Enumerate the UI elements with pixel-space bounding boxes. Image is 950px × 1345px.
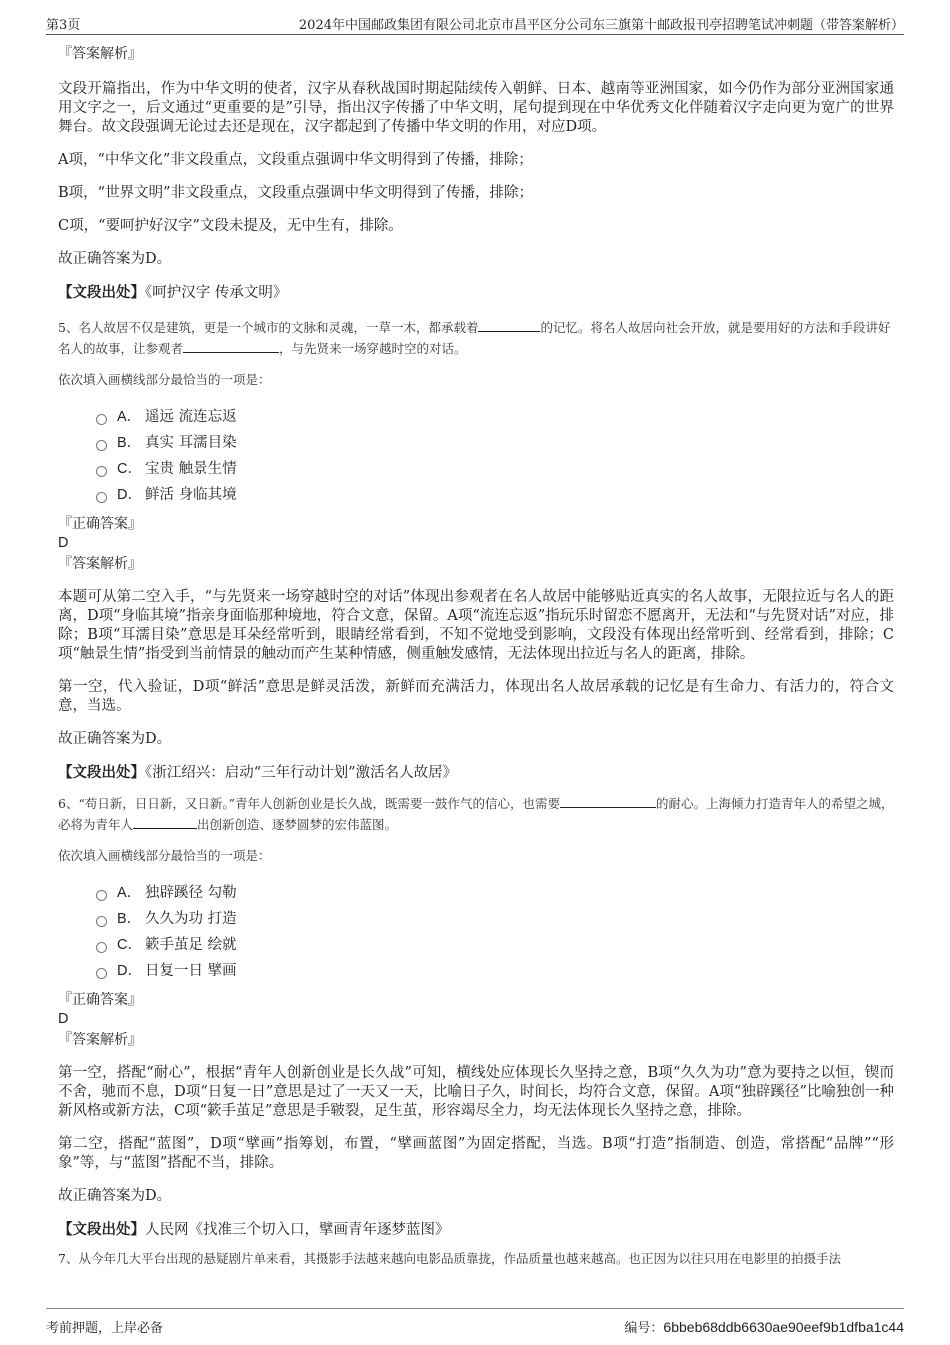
fill-blank — [560, 795, 656, 808]
analysis-paragraph: B项，“世界文明”非文段重点，文段重点强调中华文明得到了传播，排除； — [58, 185, 533, 201]
radio-icon[interactable] — [96, 492, 107, 503]
question-prompt: 依次填入画横线部分最恰当的一项是： — [58, 372, 271, 387]
question-stem: 5、名人故居不仅是建筑，更是一个城市的文脉和灵魂，一草一木，都承载着 的记忆。将名人故居向社会开放，就是要用好的方法和手段讲好名人的故事，让参观者 ，与先贤来一场穿越时空的对话。 — [58, 320, 891, 356]
source-line — [58, 283, 894, 303]
question-prompt: 依次填入画横线部分最恰当的一项是： — [58, 848, 271, 863]
analysis-label: 『答案解析』 — [58, 1032, 142, 1048]
page-number: 第3页 — [46, 18, 81, 33]
source-label: 【文段出处】 — [58, 284, 145, 301]
fill-blank — [478, 319, 540, 332]
radio-icon[interactable] — [96, 968, 107, 979]
fill-blank — [133, 816, 197, 829]
source-text: 人民网《找准三个切入口，擘画青年逐梦蓝图》 — [145, 1222, 450, 1238]
conclusion: 故正确答案为D。 — [58, 251, 172, 267]
source-line — [58, 1220, 894, 1240]
analysis-paragraph: 第一空，代入验证，D项“鲜活”意思是鲜灵活泼，新鲜而充满活力，体现出名人故居承载的记忆是有生命力、有活力的，符合文意，当选。 — [58, 679, 894, 714]
main-content — [58, 44, 894, 1269]
question-stem: 7、从今年几大平台出现的悬疑剧片单来看，其摄影手法越来越向电影品质靠拢，作品质量也越来越高。也正因为以往只用在电影里的拍摄手法 — [58, 1251, 841, 1266]
correct-answer-label: 『正确答案』 — [58, 992, 142, 1008]
correct-answer: D — [58, 535, 69, 551]
question-stem: 6、“苟日新，日日新，又日新。”青年人创新创业是长久战，既需要一鼓作气的信心，也需要 的耐心。上海倾力打造青年人的希望之城，必将为青年人 出创新创造、逐梦圆梦的宏伟蓝图。 — [58, 796, 894, 832]
document-code: 编号：6bbeb68ddb6630ae90eef9b1dfba1c44 — [624, 1319, 904, 1336]
option-d[interactable]: D． 日复一日 擘画 — [96, 958, 894, 984]
conclusion: 故正确答案为D。 — [58, 1188, 172, 1204]
footer-slogan: 考前押题，上岸必备 — [46, 1321, 164, 1336]
analysis-paragraph: 文段开篇指出，作为中华文明的使者，汉字从春秋战国时期起陆续传入朝鲜、日本、越南等亚洲国家，如今仍作为部分亚洲国家通用文字之一，后文通过“更重要的是”引导，指出汉字传播了中华文明，尾句提到现在中华优秀文化伴随着汉字走向更为宽广的世界舞台。故文段强调无论过去还是现在，汉字都起到了传播中华文明的作用，对应D项。 — [58, 81, 894, 135]
option-c[interactable]: C． 宝贵 触景生情 — [96, 456, 894, 482]
options-list — [58, 404, 894, 508]
page-footer — [46, 1308, 904, 1339]
conclusion: 故正确答案为D。 — [58, 731, 172, 747]
option-a[interactable]: A． 遥远 流连忘返 — [96, 404, 894, 430]
radio-icon[interactable] — [96, 942, 107, 953]
source-line — [58, 763, 894, 783]
radio-icon[interactable] — [96, 414, 107, 425]
analysis-paragraph: 本题可从第二空入手，“与先贤来一场穿越时空的对话”体现出参观者在名人故居中能够贴近真实的名人故事，无限拉近与名人的距离，D项“身临其境”指亲身面临那种境地，符合文意，保留。A项“流连忘返”指玩乐时留恋不愿离开，无法和“与先贤对话”对应，排除；B项“耳濡目染”意思是耳朵经常听到，眼睛经常看到，不知不觉地受到影响，文段没有体现出经常听到、经常看到，排除；C项“触景生情”指受到当前情景的触动而产生某种情感，侧重触发感情，无法体现出拉近与名人的距离，排除。 — [58, 589, 894, 662]
analysis-paragraph: 第二空，搭配“蓝图”，D项“擘画”指筹划，布置，“擘画蓝图”为固定搭配，当选。B项“打造”指制造、创造，常搭配“品牌”“形象”等，与“蓝图”搭配不当，排除。 — [58, 1136, 894, 1171]
option-b[interactable]: B． 久久为功 打造 — [96, 906, 894, 932]
correct-answer: D — [58, 1011, 69, 1027]
source-label: 【文段出处】 — [58, 1221, 145, 1238]
radio-icon[interactable] — [96, 890, 107, 901]
source-label: 【文段出处】 — [58, 764, 145, 781]
analysis-paragraph: 第一空，搭配“耐心”，根据“青年人创新创业是长久战”可知，横线处应体现长久坚持之意，B项“久久为功”意为要持之以恒，锲而不舍，驰而不息，D项“日复一日”意思是过了一天又一天，比喻日子久，时间长，均符合文意，保留。A项“独辟蹊径”比喻独创一种新风格或新方法，C项“簌手茧足”意思是手皲裂，足生茧，形容竭尽全力，均无法体现长久坚持之意，排除。 — [58, 1065, 894, 1119]
analysis-label: 『答案解析』 — [58, 556, 142, 572]
radio-icon[interactable] — [96, 440, 107, 451]
source-text: 《浙江绍兴：启动“三年行动计划”激活名人故居》 — [145, 765, 458, 781]
option-a[interactable]: A． 独辟蹊径 勾勒 — [96, 880, 894, 906]
options-list — [58, 880, 894, 984]
radio-icon[interactable] — [96, 466, 107, 477]
source-text: 《呵护汉字 传承文明》 — [145, 285, 288, 301]
option-c[interactable]: C． 簌手茧足 绘就 — [96, 932, 894, 958]
option-b[interactable]: B． 真实 耳濡目染 — [96, 430, 894, 456]
analysis-paragraph: A项，“中华文化”非文段重点，文段重点强调中华文明得到了传播，排除； — [58, 152, 533, 168]
page-header — [46, 14, 904, 35]
document-title: 2024年中国邮政集团有限公司北京市昌平区分公司东三旗第十邮政报刊亭招聘笔试冲刺题（带答案解析） — [298, 18, 904, 33]
option-d[interactable]: D． 鲜活 身临其境 — [96, 482, 894, 508]
correct-answer-label: 『正确答案』 — [58, 516, 142, 532]
radio-icon[interactable] — [96, 916, 107, 927]
analysis-paragraph: C项，“要呵护好汉字”文段未提及，无中生有，排除。 — [58, 218, 403, 234]
fill-blank — [183, 340, 279, 353]
analysis-label: 『答案解析』 — [58, 46, 142, 62]
